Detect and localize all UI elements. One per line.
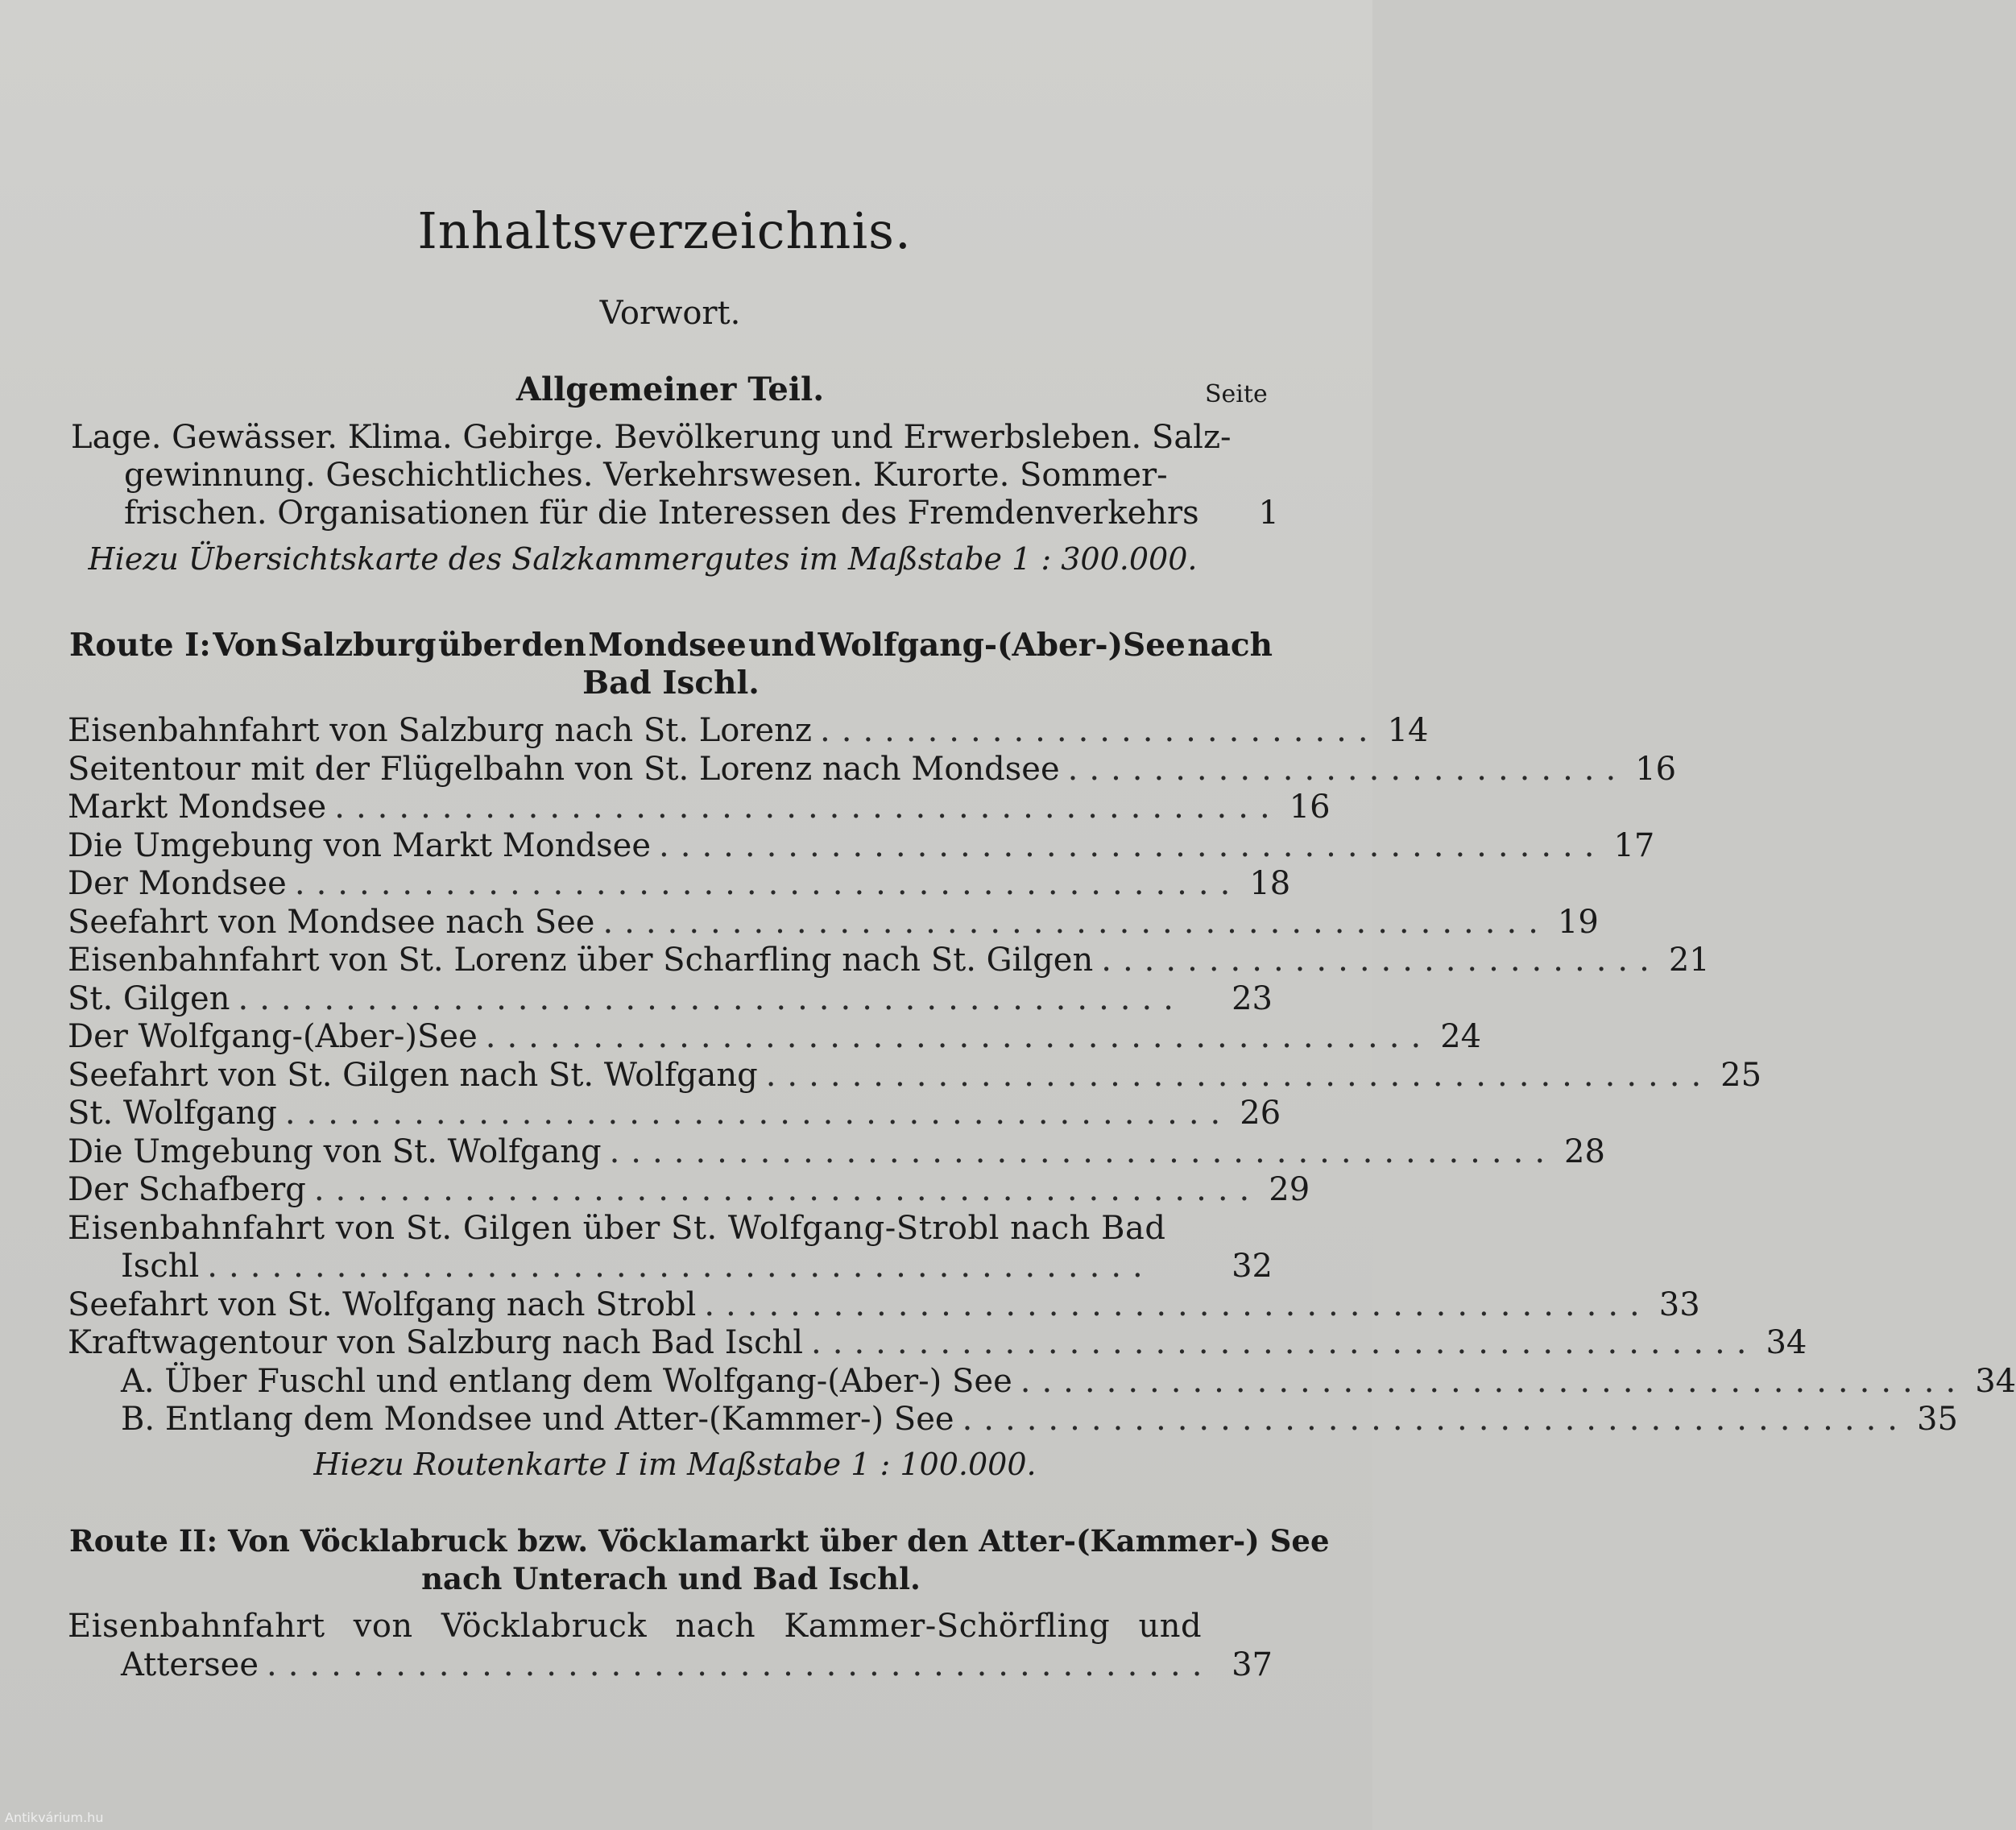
route2-heading-line2: nach Unterach und Bad Ischl. <box>421 1561 921 1596</box>
toc-entry: Der Wolfgang-(Aber-)See ............................................ 24 <box>68 1018 1482 1055</box>
toc-entry: Seefahrt von St. Gilgen nach St. Wolfgang ............................................ 25 <box>68 1056 1762 1094</box>
heading-word: Salzburg <box>279 627 437 664</box>
toc-entry: Kraftwagentour von Salzburg nach Bad Ischl ............................................ 34 <box>68 1324 1807 1361</box>
route1-heading-line2: Bad Ischl. <box>582 665 760 702</box>
toc-entry: Eisenbahnfahrt von Salzburg nach St. Lorenz .......................... 14 <box>68 712 1429 749</box>
toc-entry: Der Mondsee ............................................ 18 <box>68 865 1291 902</box>
watermark-text: Antikvárium.hu <box>5 1810 104 1825</box>
allgemeiner-teil-paragraph <box>71 419 1279 532</box>
heading-word: Wolfgang-(Aber-)See <box>818 627 1186 664</box>
heading-word: Mondsee <box>588 627 747 664</box>
heading-word: Route I: <box>69 627 211 664</box>
page-number: 1 <box>1258 495 1279 532</box>
toc-entry: St. Wolfgang ............................................ 26 <box>68 1095 1281 1132</box>
toc-entry: B. Entlang dem Mondsee und Atter-(Kammer-) See ............................................ 35 <box>121 1401 1958 1438</box>
heading-word: über <box>437 627 520 664</box>
toc-entry: Eisenbahnfahrt von St. Gilgen über St. Wolfgang-Strobl nach Bad <box>68 1209 1166 1247</box>
route2-heading <box>69 1522 1330 1598</box>
route2-heading-line1: Route II: Von Vöcklabruck bzw. Vöcklamarkt über den Atter-(Kammer-) See <box>69 1523 1330 1559</box>
toc-entry: Eisenbahnfahrt von Vöcklabruck nach Kammer-Schörfling und <box>68 1608 1203 1645</box>
toc-entry: Der Schafberg ............................................ 29 <box>68 1171 1310 1208</box>
toc-entry: Attersee ............................................ 37 <box>121 1646 1273 1683</box>
heading-word: den <box>521 627 586 664</box>
seite-label: Seite <box>1205 380 1268 408</box>
toc-entry: Eisenbahnfahrt von St. Lorenz über Scharfling nach St. Gilgen .......................... 21 <box>68 942 1710 979</box>
toc-entry: Die Umgebung von St. Wolfgang ............................................ 28 <box>68 1132 1605 1170</box>
toc-entry: Markt Mondsee ............................................ 16 <box>68 789 1331 826</box>
route1-heading <box>69 627 1273 702</box>
toc-entry: Ischl ............................................ 32 <box>121 1248 1273 1285</box>
paragraph-line: gewinnung. Geschichtliches. Verkehrswesen. Kurorte. Sommer- <box>124 457 1168 494</box>
toc-entry: Seefahrt von Mondsee nach See ............................................ 19 <box>68 903 1599 941</box>
route2-toc <box>68 1608 1273 1684</box>
toc-entry: A. Über Fuschl und entlang dem Wolfgang-(Aber-) See ............................................ 34 <box>121 1362 2016 1400</box>
toc-entry: Die Umgebung von Markt Mondsee ............................................ 17 <box>68 826 1655 864</box>
toc-entry: St. Gilgen ............................................ 23 <box>68 979 1273 1017</box>
paragraph-line: frischen. Organisationen für die Interessen des Fremdenverkehrs <box>124 495 1199 532</box>
toc-entry: Seitentour mit der Flügelbahn von St. Lorenz nach Mondsee .......................... 16 <box>68 750 1677 788</box>
paragraph-line: Lage. Gewässer. Klima. Gebirge. Bevölkerung und Erwerbsleben. Salz- <box>71 419 1232 456</box>
allgemeiner-teil-heading: Allgemeiner Teil. <box>515 371 825 408</box>
page-title: Inhaltsverzeichnis. <box>417 201 912 260</box>
heading-word: Von <box>213 627 279 664</box>
heading-word: und <box>748 627 817 664</box>
overview-map-note: Hiezu Übersichtskarte des Salzkammergutes im Maßstabe 1 : 300.000. <box>88 541 1198 577</box>
heading-word: nach <box>1187 627 1273 664</box>
route1-map-note: Hiezu Routenkarte I im Maßstabe 1 : 100.000. <box>313 1447 1037 1482</box>
route1-toc <box>68 712 2016 1439</box>
toc-entry: Seefahrt von St. Wolfgang nach Strobl ............................................ 33 <box>68 1286 1700 1323</box>
vorwort-heading: Vorwort. <box>599 295 741 332</box>
